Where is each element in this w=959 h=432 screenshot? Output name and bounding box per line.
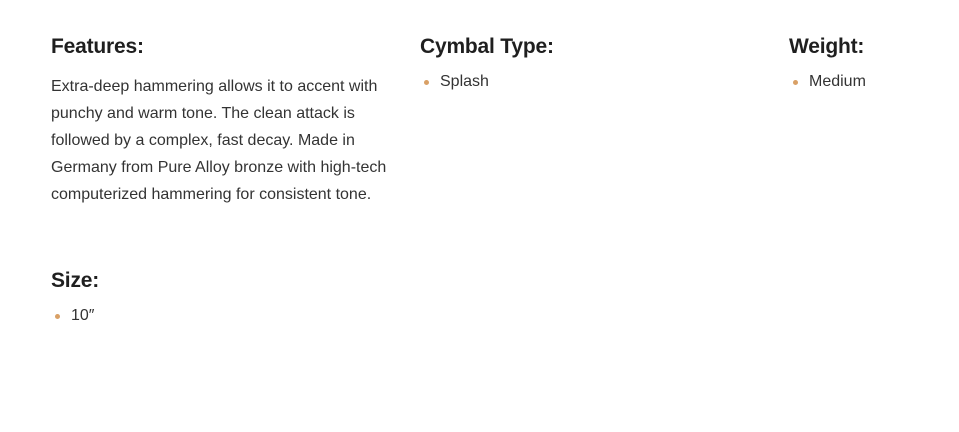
cymbal-type-list	[420, 71, 720, 93]
size-heading: Size:	[51, 269, 100, 292]
weight-heading: Weight:	[789, 35, 865, 58]
size-list	[51, 305, 351, 327]
bullet-icon	[55, 314, 60, 319]
weight-value: Medium	[809, 73, 866, 90]
size-section	[51, 268, 351, 327]
weight-section	[789, 34, 949, 93]
cymbal-type-heading: Cymbal Type:	[420, 35, 554, 58]
features-section	[51, 34, 396, 208]
bullet-icon	[424, 80, 429, 85]
cymbal-type-value: Splash	[440, 73, 489, 90]
weight-item	[789, 71, 949, 93]
features-heading: Features:	[51, 35, 144, 58]
features-description: Extra-deep hammering allows it to accent with punchy and warm tone. The clean attack is followed by a complex, fast decay. Made in Germany from Pure Alloy bronze with high-tech computerized hammering for consistent tone.	[51, 78, 387, 203]
weight-list	[789, 71, 949, 93]
bullet-icon	[793, 80, 798, 85]
size-item	[51, 305, 351, 327]
size-value: 10″	[71, 307, 95, 324]
cymbal-type-section	[420, 34, 720, 93]
cymbal-type-item	[420, 71, 720, 93]
